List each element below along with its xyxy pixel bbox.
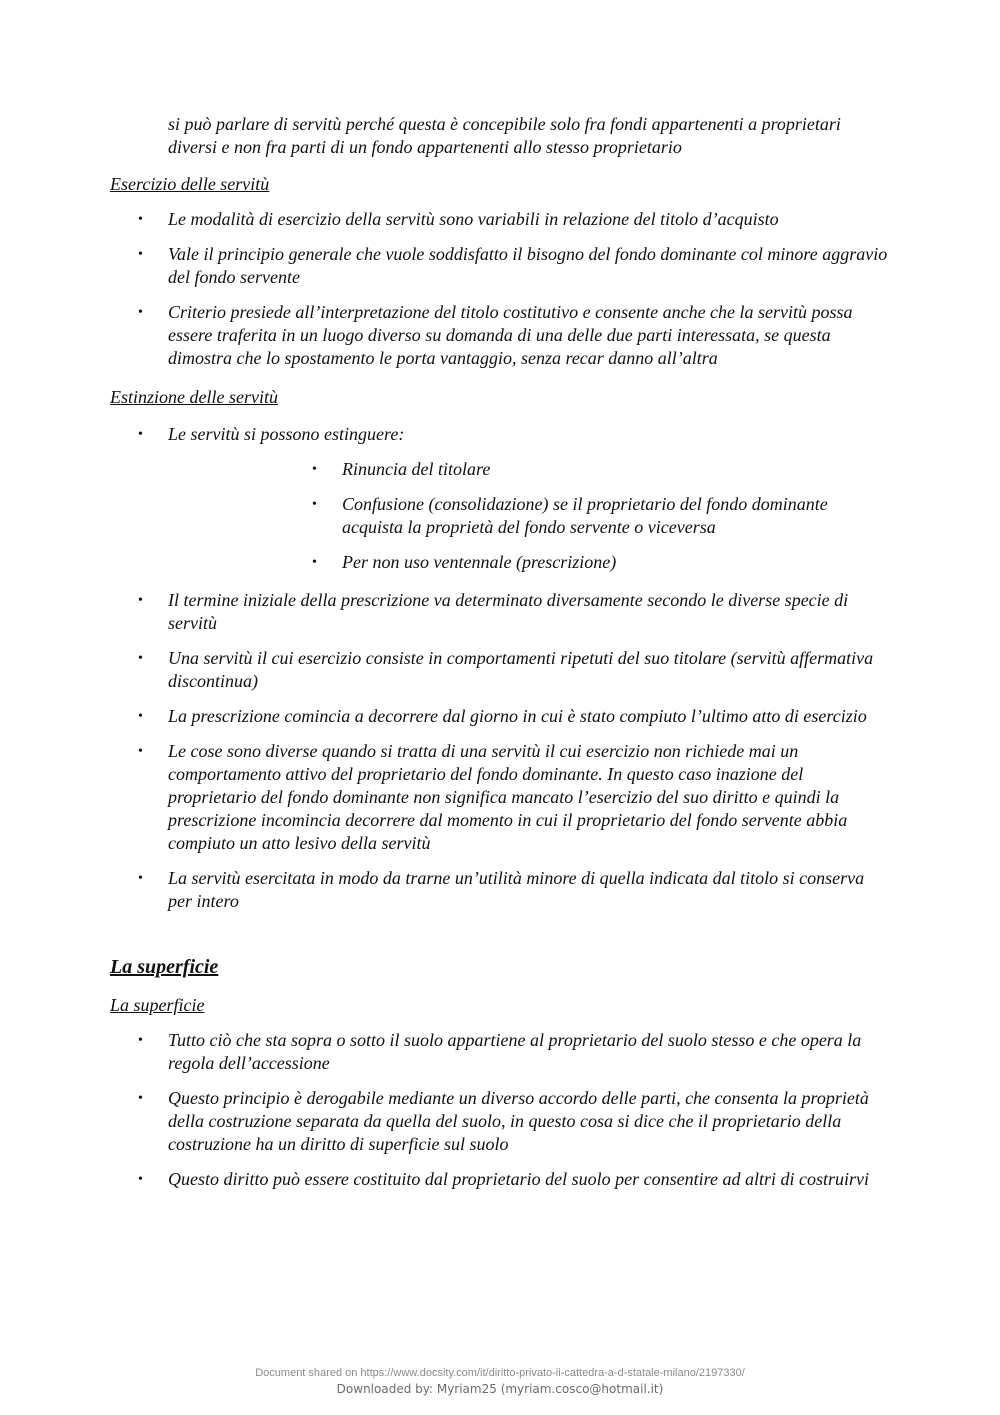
estinzione-sublist: [284, 458, 888, 574]
esercizio-list: [110, 208, 888, 370]
superficie-list: [110, 1029, 888, 1191]
list-item: • Le modalità di esercizio della servitù sono variabili in relazione del titolo d’acquisto: [110, 208, 888, 231]
chapter-title-superficie: La superficie: [110, 956, 219, 978]
sub-list-item: • Confusione (consolidazione) se il proprietario del fondo dominante acquista la proprietà del fondo servente o viceversa: [284, 493, 888, 539]
estinzione-list: [110, 589, 888, 913]
list-item: • Le servitù si possono estinguere:: [110, 423, 888, 446]
list-item: • Una servitù il cui esercizio consiste in comportamenti ripetuti del suo titolare (servitù affermativa discontinua): [110, 647, 888, 693]
list-item: • La prescrizione comincia a decorrere dal giorno in cui è stato compiuto l’ultimo atto di esercizio: [110, 705, 888, 728]
section-heading-esercizio: Esercizio delle servitù: [110, 174, 270, 194]
list-item: • La servitù esercitata in modo da trarne un’utilità minore di quella indicata dal titolo si conserva per intero: [110, 867, 888, 913]
list-item: • Vale il principio generale che vuole soddisfatto il bisogno del fondo dominante col minore aggravio del fondo servente: [110, 243, 888, 289]
sub-list-item: • Per non uso ventennale (prescrizione): [284, 551, 888, 574]
continuation-paragraph: si può parlare di servitù perché questa è concepibile solo fra fondi appartenenti a proprietari diversi e non fra parti di un fondo appartenenti allo stesso proprietario: [168, 114, 841, 157]
list-item: • Criterio presiede all’interpretazione del titolo costitutivo e consente anche che la servitù possa essere traferita in un luogo diverso su domanda di una delle due parti interessata, se questa dimostra che lo spostamento le porta vantaggio, senza recar danno all’altra: [110, 301, 888, 370]
list-item: • Le cose sono diverse quando si tratta di una servitù il cui esercizio non richiede mai un comportamento attivo del proprietario del fondo dominante. In questo caso inazione del proprietario del fondo dominante non significa mancato l’esercizio del suo diritto e quindi la prescrizione incomincia decorrere dal momento in cui il proprietario del fondo servente abbia compiuto un atto lesivo della servitù: [110, 740, 888, 855]
section-heading-estinzione: Estinzione delle servitù: [110, 387, 278, 407]
footer-downloaded-by: Downloaded by: Myriam25 (myriam.cosco@hotmail.it): [336, 1382, 664, 1396]
list-item: • Questo diritto può essere costituito dal proprietario del suolo per consentire ad altri di costruirvi: [110, 1168, 888, 1191]
list-item: • Tutto ciò che sta sopra o sotto il suolo appartiene al proprietario del suolo stesso e che opera la regola dell’accessione: [110, 1029, 888, 1075]
section-heading-superficie: La superficie: [110, 995, 205, 1015]
footer-shared-link[interactable]: Document shared on https://www.docsity.com/it/diritto-privato-ii-cattedra-a-d-statale-milano/2197330/: [255, 1367, 745, 1379]
sub-list-item: • Rinuncia del titolare: [284, 458, 888, 481]
estinzione-intro-list: [110, 423, 888, 446]
list-item: • Il termine iniziale della prescrizione va determinato diversamente secondo le diverse specie di servitù: [110, 589, 888, 635]
list-item: • Questo principio è derogabile mediante un diverso accordo delle parti, che consenta la proprietà della costruzione separata da quella del suolo, in questo cosa si dice che il proprietario della costruzione ha un diritto di superficie sul suolo: [110, 1087, 888, 1156]
